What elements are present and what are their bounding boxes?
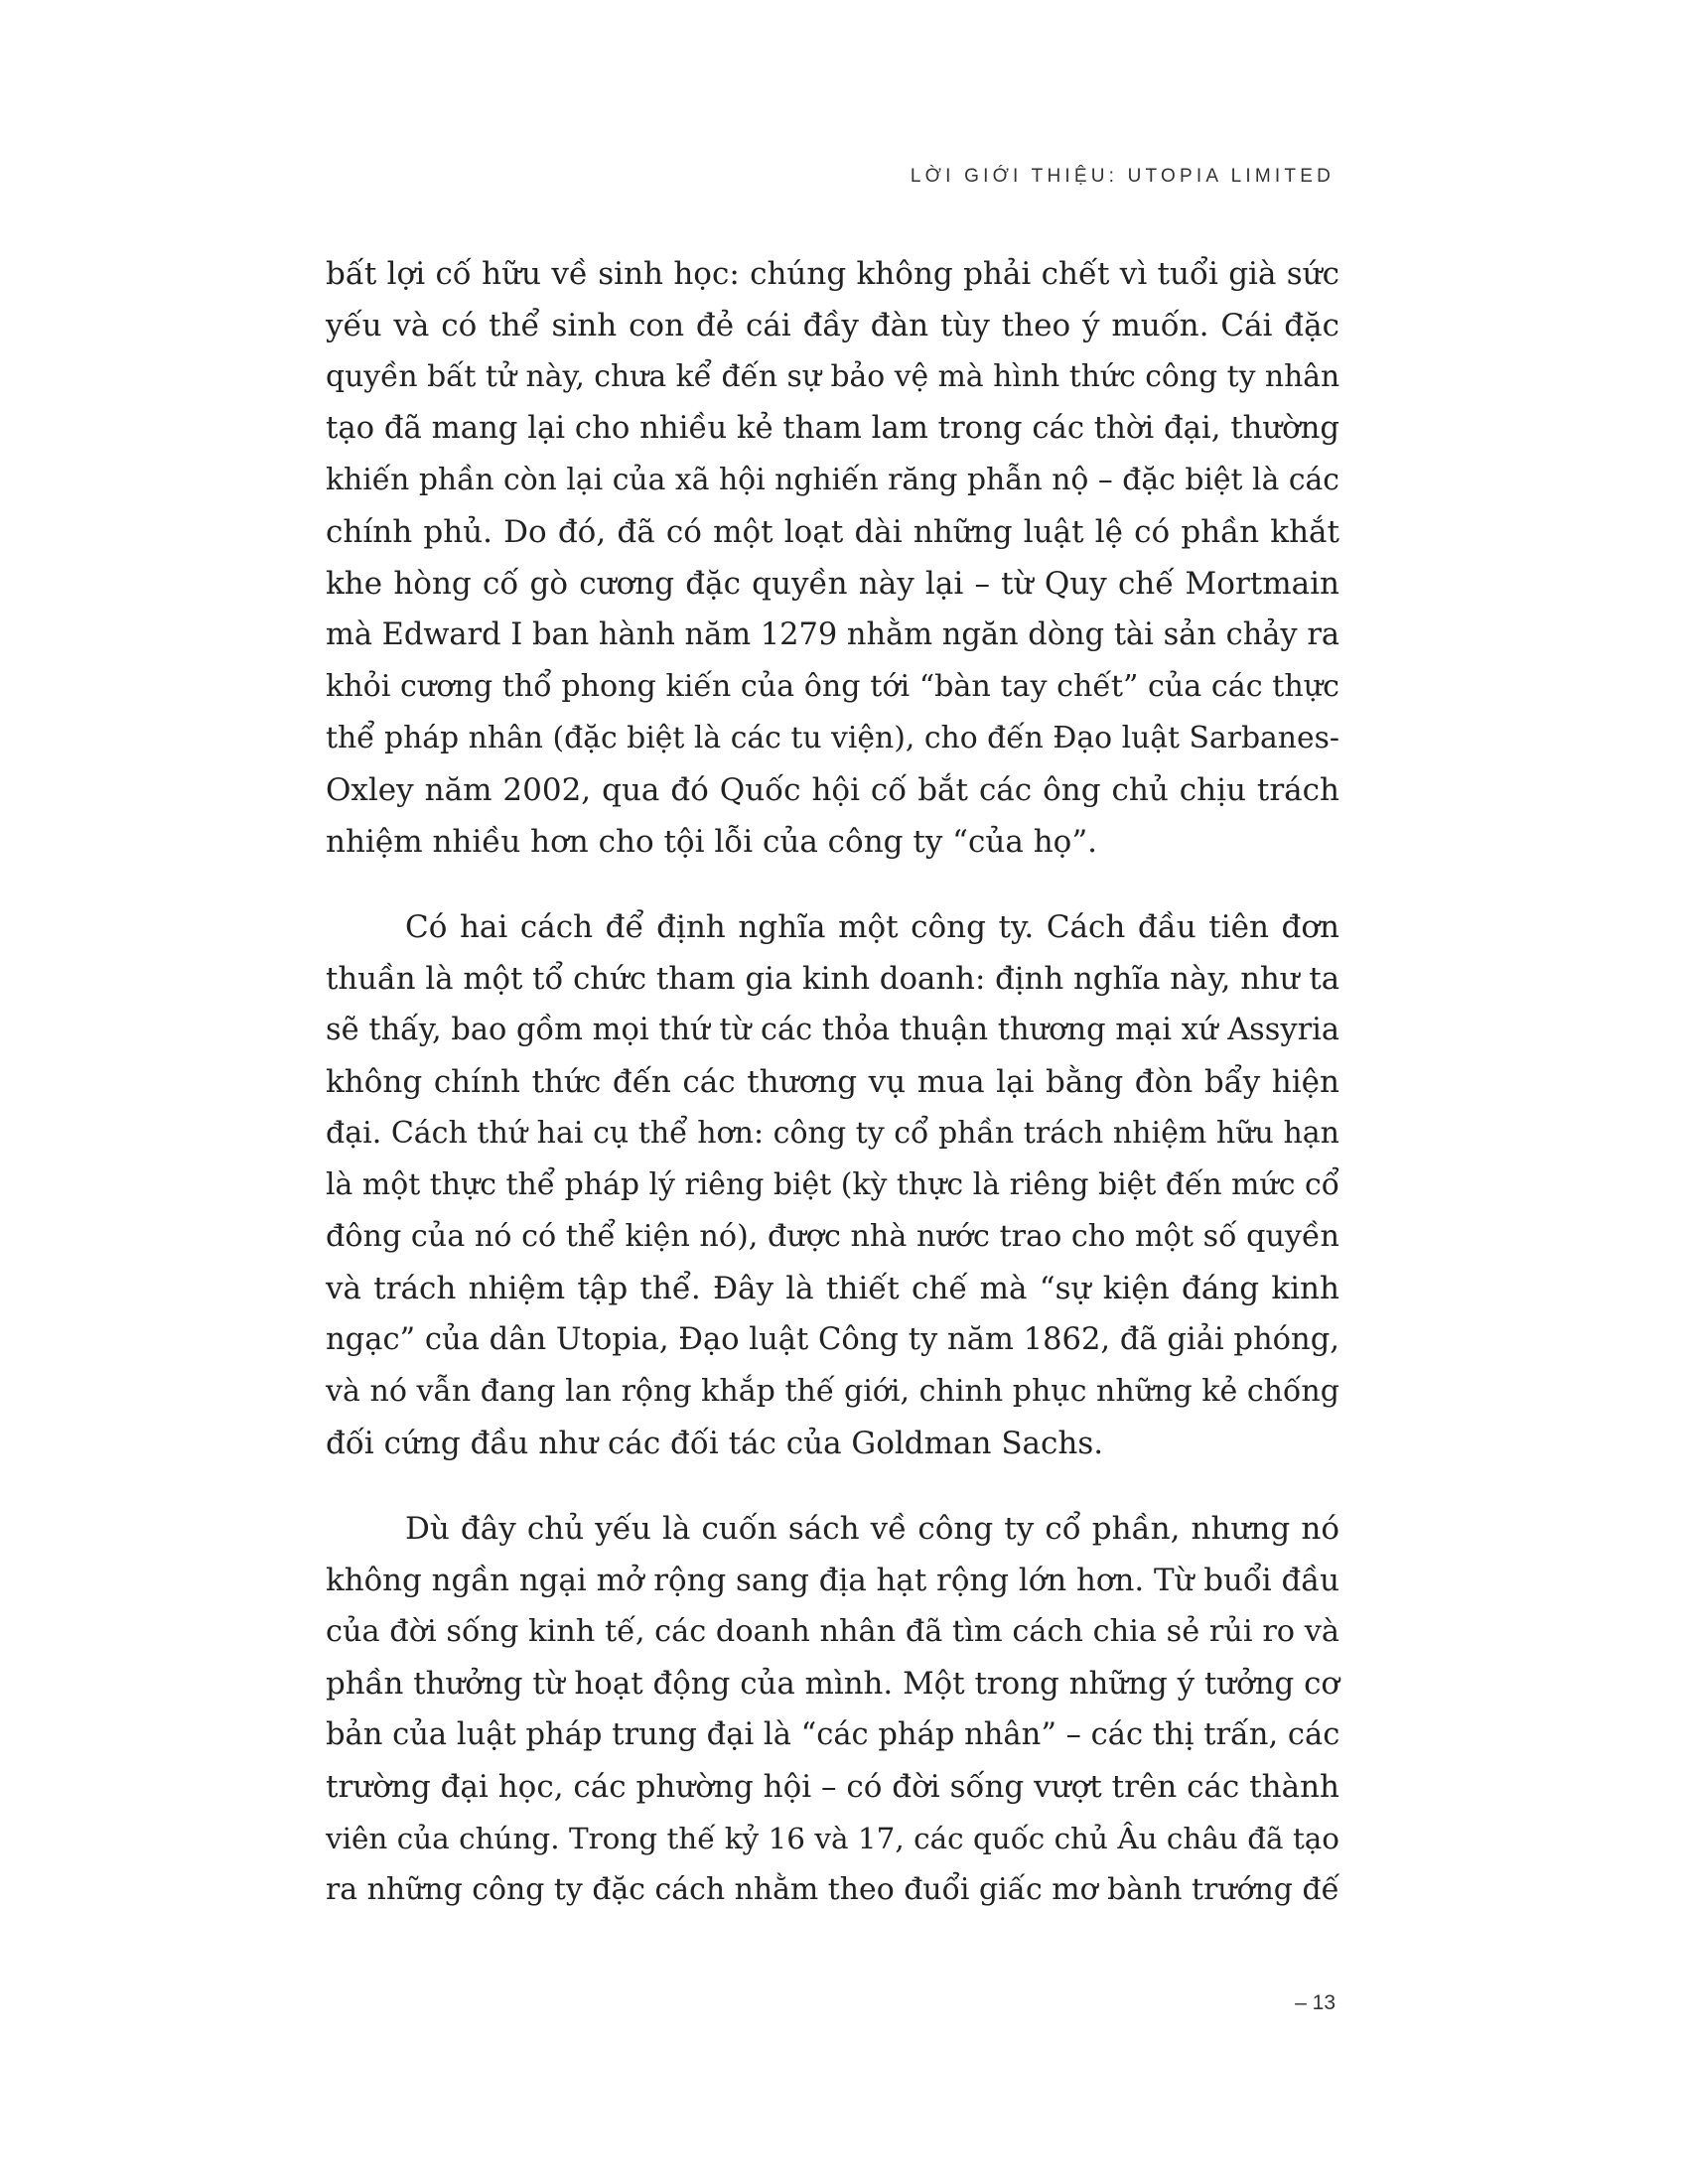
text-line: thuần là một tổ chức tham gia kinh doanh: định nghĩa này, như ta [326,961,1340,997]
text-line: chính phủ. Do đó, đã có một loạt dài những luật lệ có phần khắt [326,514,1339,550]
text-line: Dù đây chủ yếu là cuốn sách về công ty cổ phần, nhưng nó [405,1511,1339,1547]
text-line: đối cứng đầu như các đối tác của Goldman Sachs. [326,1426,1104,1461]
text-line: mà Edward I ban hành năm 1279 nhằm ngăn dòng tài sản chảy ra [326,617,1339,652]
text-line: bất lợi cố hữu về sinh học: chúng không phải chết vì tuổi già sức [326,256,1339,292]
text-line: Có hai cách để định nghĩa một công ty. Cách đầu tiên đơn [405,909,1339,945]
text-line: của đời sống kinh tế, các doanh nhân đã tìm cách chia sẻ rủi ro và [326,1614,1339,1649]
text-line: trường đại học, các phường hội – có đời sống vượt trên các thành [326,1769,1339,1805]
body-text [326,248,1339,1950]
text-line: khiến phần còn lại của xã hội nghiến răng phẫn nộ – đặc biệt là các [326,463,1339,497]
text-line: và nó vẫn đang lan rộng khắp thế giới, chinh phục những kẻ chống [326,1374,1339,1409]
text-line: khỏi cương thổ phong kiến của ông tới “bàn tay chết” của các thực [326,669,1339,704]
text-line: khe hòng cố gò cương đặc quyền này lại – từ Quy chế Mortmain [326,566,1339,602]
text-line: bản của luật pháp trung đại là “các pháp nhân” – các thị trấn, các [326,1717,1340,1752]
text-line: ngạc” của dân Utopia, Đạo luật Công ty năm 1862, đã giải phóng, [326,1322,1339,1357]
text-line: không chính thức đến các thương vụ mua lại bằng đòn bẩy hiện [326,1064,1339,1100]
text-line: yếu và có thể sinh con đẻ cái đầy đàn tùy theo ý muốn. Cái đặc [326,308,1339,343]
text-line: sẽ thấy, bao gồm mọi thứ từ các thỏa thuận thương mại xứ Assyria [326,1013,1339,1047]
text-line: viên của chúng. Trong thế kỷ 16 và 17, các quốc chủ Âu châu đã tạo [326,1822,1339,1855]
page-number: – 13 [1295,1991,1336,2014]
text-line: đại. Cách thứ hai cụ thể hơn: công ty cổ phần trách nhiệm hữu hạn [326,1116,1339,1151]
text-line: tạo đã mang lại cho nhiều kẻ tham lam trong các thời đại, thường [326,411,1339,446]
text-line: là một thực thể pháp lý riêng biệt (kỳ thực là riêng biệt đến mức cổ [326,1167,1339,1202]
text-line: ra những công ty đặc cách nhằm theo đuổi giấc mơ bành trướng đế [326,1872,1339,1907]
text-line: Oxley năm 2002, qua đó Quốc hội cố bắt các ông chủ chịu trách [326,772,1339,808]
text-line: phần thưởng từ hoạt động của mình. Một trong những ý tưởng cơ [326,1666,1339,1702]
running-header-title: LỜI GIỚI THIỆU: UTOPIA LIMITED [910,166,1335,187]
text-line: thể pháp nhân (đặc biệt là các tu viện), cho đến Đạo luật Sarbanes- [326,721,1339,755]
text-line: quyền bất tử này, chưa kể đến sự bảo vệ mà hình thức công ty nhân [326,359,1340,394]
paragraph-3 [326,1503,1339,1916]
paragraph-1 [326,248,1339,868]
text-line: không ngần ngại mở rộng sang địa hạt rộng lớn hơn. Từ buổi đầu [326,1563,1339,1598]
text-line: đông của nó có thể kiện nó), được nhà nước trao cho một số quyền [326,1219,1339,1254]
text-line: nhiệm nhiều hơn cho tội lỗi của công ty “của họ”. [326,824,1098,860]
text-line: và trách nhiệm tập thể. Đây là thiết chế mà “sự kiện đáng kinh [326,1271,1339,1306]
paragraph-2 [326,901,1339,1469]
